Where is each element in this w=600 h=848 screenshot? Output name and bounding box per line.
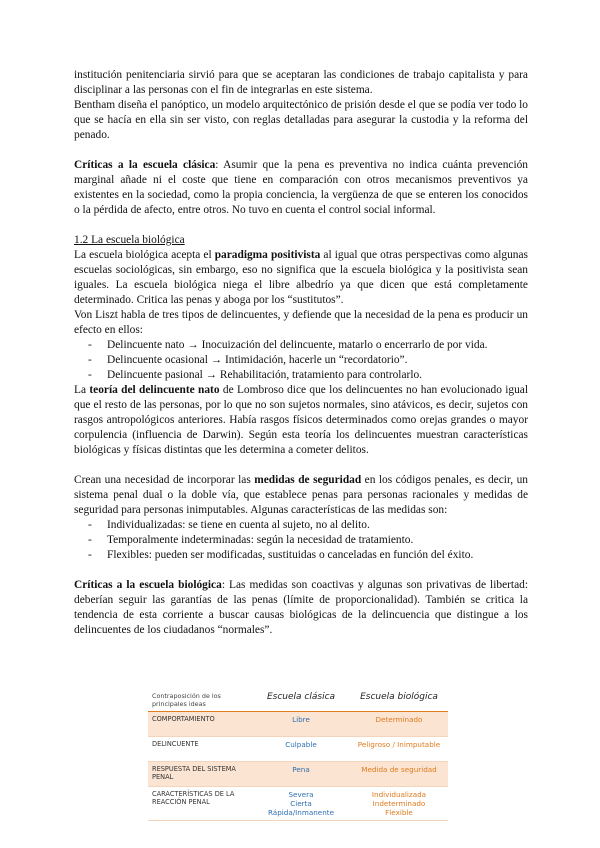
paragraph-medidas bbox=[74, 473, 528, 518]
cell-line: Severa bbox=[288, 790, 314, 799]
table-row bbox=[148, 787, 448, 821]
bold-term: medidas de seguridad bbox=[254, 474, 362, 486]
cell-clasica bbox=[252, 787, 350, 821]
paragraph-penitenciaria: institución penitenciaria sirvió para que se aceptaran las condiciones de trabajo capitalista y para disciplinar a las personas con el fin de integrarlas en este sistema. bbox=[74, 69, 528, 96]
header-cell: Escuela biológica bbox=[350, 689, 448, 712]
row-label: RESPUESTA DEL SISTEMA PENAL bbox=[148, 762, 252, 787]
text-span: al igual que otras perspectivas como algunas escuelas sociológicas, sin embargo, eso no significa que la escuela biológica y la positivista sean iguales. La escuela biológica niega el libre albedrío ya que dicen que está completamente determinado. Critica las penas y aboga por los “sustitutos”. bbox=[74, 249, 528, 306]
header-cell: Escuela clásica bbox=[252, 689, 350, 712]
paragraph-lombroso bbox=[74, 383, 528, 458]
cell-line: Individualizada bbox=[371, 790, 427, 799]
list-medidas bbox=[74, 518, 528, 563]
section-heading-biologica: 1.2 La escuela biológica bbox=[74, 234, 185, 246]
text-span: Crean una necesidad de incorporar las bbox=[74, 474, 255, 486]
table-row bbox=[148, 712, 448, 737]
list-item: - Delincuente ocasional → Intimidación, hacerle un “recordatorio”. bbox=[74, 353, 528, 368]
paragraph-criticas-clasica bbox=[74, 158, 528, 218]
comparison-table-image bbox=[148, 689, 448, 821]
list-item: - Individualizadas: se tiene en cuenta al sujeto, no al delito. bbox=[74, 518, 528, 533]
row-label: CARACTERÍSTICAS DE LA REACCIÓN PENAL bbox=[148, 787, 252, 821]
cell-biologica bbox=[350, 787, 448, 821]
paragraph-biologica-intro bbox=[74, 248, 528, 308]
cell-line: Flexible bbox=[385, 808, 413, 817]
list-item: - Temporalmente indeterminadas: según la necesidad de tratamiento. bbox=[74, 533, 528, 548]
cell-line: Rápida/Inmanente bbox=[267, 808, 335, 817]
paragraph-bentham: Bentham diseña el panóptico, un modelo arquitectónico de prisión desde el que se podía ver todo lo que se hacía en ella sin ser visto, con reglas detalladas para asegurar la custodia y la reforma del penado. bbox=[74, 99, 528, 141]
table-row bbox=[148, 737, 448, 762]
comparison-table bbox=[148, 689, 448, 821]
cell-clasica: Culpable bbox=[252, 737, 350, 762]
bold-term: teoría del delincuente nato bbox=[89, 384, 220, 396]
paragraph-von-liszt: Von Liszt habla de tres tipos de delincuentes, y defiende que la necesidad de la pena es producir un efecto en ellos: bbox=[74, 309, 528, 336]
list-item: - Flexibles: pueden ser modificadas, sustituidas o canceladas en función del éxito. bbox=[74, 548, 528, 563]
cell-line: Indeterminado bbox=[372, 799, 426, 808]
document-body bbox=[74, 68, 528, 638]
cell-line: Cierta bbox=[290, 799, 312, 808]
cell-clasica: Libre bbox=[252, 712, 350, 737]
criticas-bio-label: Críticas a la escuela biológica bbox=[74, 579, 222, 591]
criticas-bio-text: : Las medidas son coactivas y algunas son privativas de libertad: deberían seguir las garantías de las penas (límite de proporcionalidad). También se critica la tendencia de esta corriente a buscar causas biológicas de la delincuencia que distingue a los delincuentes de los ciudadanos “normales”. bbox=[74, 579, 529, 636]
cell-clasica: Pena bbox=[252, 762, 350, 787]
paragraph-criticas-biologica bbox=[74, 578, 528, 638]
header-cell: Contraposición de los principales ideas bbox=[148, 689, 252, 712]
list-item: - Delincuente nato → Inocuización del delincuente, matarlo o encerrarlo de por vida. bbox=[74, 338, 528, 353]
row-label: DELINCUENTE bbox=[148, 737, 252, 762]
list-item: - Delincuente pasional → Rehabilitación, tratamiento para controlarlo. bbox=[74, 368, 528, 383]
text-span: La escuela biológica acepta el bbox=[74, 249, 215, 261]
cell-biologica: Medida de seguridad bbox=[350, 762, 448, 787]
text-span: de Lombroso dice que los delincuentes no han evolucionado igual que el resto de las personas, por lo que no son sujetos normales, sino atávicos, es decir, sujetos con rasgos antropológicos anteriores. Había rasgos físicos determinados como orejas grandes o mayor corpulencia (influencia de Darwin). Según esta teoría los delincuentes muestran características biológicas y físicas distintas que les determina a cometer delitos. bbox=[74, 384, 528, 456]
text-span: en los códigos penales, es decir, un sistema penal dual o la doble vía, que establece penas para personas racionales y medidas de seguridad para personas inimputables. Algunas características de las medidas son: bbox=[74, 474, 529, 516]
cell-biologica: Peligroso / Inimputable bbox=[350, 737, 448, 762]
criticas-clasica-label: Críticas a la escuela clásica bbox=[74, 159, 216, 171]
criticas-clasica-text: : Asumir que la pena es preventiva no indica cuánta prevención marginal añade ni el coste que tiene en comparación con otros mecanismos preventivos ya existentes en la sociedad, como la propia conciencia, la vergüenza de que se enteren los conocidos o la pérdida de afecto, entre otros. No tuvo en cuenta el control social informal. bbox=[74, 159, 528, 216]
table-header-row bbox=[148, 689, 448, 712]
text-span: La bbox=[74, 384, 90, 396]
table-row bbox=[148, 762, 448, 787]
list-delincuentes bbox=[74, 338, 528, 383]
row-label: COMPORTAMIENTO bbox=[148, 712, 252, 737]
bold-term: paradigma positivista bbox=[214, 249, 321, 261]
cell-biologica: Determinado bbox=[350, 712, 448, 737]
